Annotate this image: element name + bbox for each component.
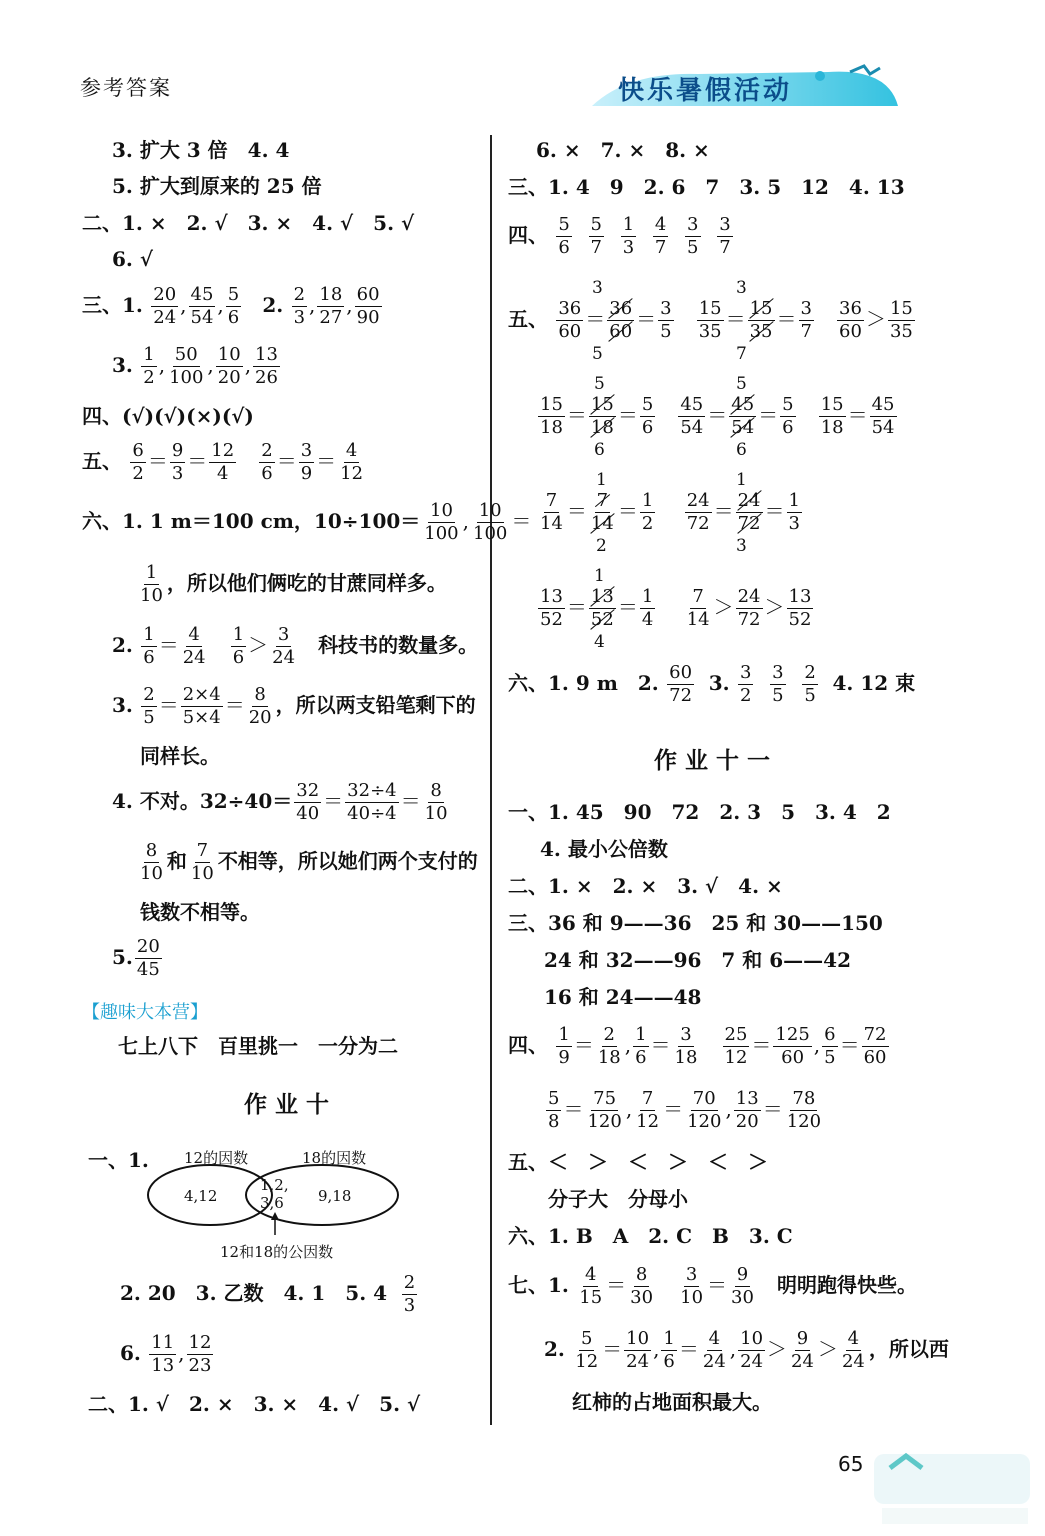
- answer-page: 参考答案 快乐暑假活动 3. 扩大 3 倍 4. 4 5. 扩大到原来的 25 倍 二、1. × 2. √ 3. × 4. √ 5. √ 6. √ 三、1. $\frac{20}{24}$ , $\frac{45}{54}$ , $\frac{5}{6}$ 2. $\frac{2}{3}$ , $\frac{18}{27}$ , $\frac{60}{90}$ 3. $\frac{1}{2}$ , $\frac{50}{100}$ , $\frac{10}{20}$ , $\frac{13}{26}$ 四、(√)(√)(×)(√) 五、 $\frac{6}{2}$ ＝ $\frac{9}{3}$ ＝ $\frac{12}{4}$ $\frac{2}{6}$ ＝ $\frac{3}{9}$ ＝ $\frac{4}{12}$ 六、1. 1 m＝100 cm，10÷100＝ $\frac{10}{100}$ , $\frac{10}{100}$ ＝ $\frac{1}{10}$ ，所以他们俩吃的甘蔗同样多。 2. $\frac{1}{6}$ ＝ $\frac{4}{24}$ $\frac{1}{6}$ ＞ $\frac{3}{24}$ 科技书的数量多。 3. $\frac{2}{5}$ ＝ $\frac{2\times 4}{5\times 4}$ ＝ $\frac{8}{20}$ ，所以两支铅笔剩下的 同样长。 4. 不对。32÷40＝ $\frac{32}{40}$ ＝ $\frac{32\div 4}{40\div 4}$ ＝ $\frac{8}{10}$ $\frac{8}{10}$ 和 $\frac{7}{10}$ 不相等，所以她们两个支付的 钱数不相等。 5. $\frac{20}{45}$ 【趣味大本营】 七上八下 百里挑一 一分为二 作业十 一、1. 12的因数 18的因数 4,12 1,2, 3,6 9,18 12和18的公因数 2. 20 3. 乙数 4. 1 5. 4 $\frac{2}{3}$ 6. $\frac{11}{13}$ , $\frac{12}{23}$ 二、1. √ 2. × 3. × 4. √ 5. √ 6. × 7. × 8. × 三、1. 4 9 2. 6 7 3. 5 12 4. 13 四、 $\frac{5}{6}$ $\frac{5}{7}$ $\frac{1}{3}$ $\frac{4}{7}$ $\frac{3}{5}$ $\frac{3}{7}$ 五、 $\frac{36}{60}$ ＝ $\frac{36}{60}$ ＝ $\frac{3}{5}$ $\frac{15}{35}$ ＝ $\frac{15}{35}$ ＝ $\frac{3}{7}$ $\frac{36}{60}$ ＞ $\frac{15}{35}$ 3 5 3 7 $\frac{15}{18}$ ＝ $\frac{15}{18}$ ＝ $\frac{5}{6}$ $\frac{45}{54}$ ＝ $\frac{45}{54}$ ＝ $\frac{5}{6}$ $\frac{15}{18}$ ＝ $\frac{45}{54}$ 5 6 5 6 $\frac{7}{14}$ ＝ $\frac{7}{14}$ ＝ $\frac{1}{2}$ $\frac{24}{72}$ ＝ $\frac{24}{72}$ ＝ $\frac{1}{3}$ 1 2 1 3 $\frac{13}{52}$ ＝ $\frac{13}{52}$ ＝ $\frac{1}{4}$ $\frac{7}{14}$ ＞ $\frac{24}{72}$ ＞ $\frac{13}{52}$ 1 4 六、1. 9 m 2. $\frac{60}{72}$ 3. $\frac{3}{2}$ $\frac{3}{5}$ $\frac{2}{5}$ 4. 12 束 作业十一 一、1. 45 90 72 2. 3 5 3. 4 2 4. 最小公倍数 二、1. × 2. × 3. √ 4. × 三、36 和 9——36 25 和 30——150 24 和 32——96 7 和 6——42 16 和 24——48 四、 $\frac{1}{9}$ ＝ $\frac{2}{18}$ , $\frac{1}{6}$ ＝ $\frac{3}{18}$ $\frac{25}{12}$ ＝ $\frac{125}{60}$ , $\frac{6}{5}$ ＝ $\frac{72}{60}$ $\frac{5}{8}$ ＝ $\frac{75}{120}$ , $\frac{7}{12}$ ＝ $\frac{70}{120}$ , $\frac{13}{20}$ ＝ $\frac{78}{120}$ 五、＜ ＞ ＜ ＞ ＜ ＞ 分子大 分母小 六、1. B A 2. C B 3. C 七、1. $\frac{4}{15}$ ＝ $\frac{8}{30}$ $\frac{3}{10}$ ＝ $\frac{9}{30}$ 明明跑得快些。 2. $\frac{5}{12}$ ＝ $\frac{10}{24}$ , $\frac{1}{6}$ ＝ $\frac{4}{24}$ , $\frac{10}{24}$ ＞ $\frac{9}{24}$ ＞ $\frac{4}{24}$ ，所以西 红柿的占地面积最大。 65: [0, 0, 1045, 1536]
- answer-line: 4. 最小公倍数: [540, 837, 668, 861]
- venn-left-values: 4,12: [184, 1187, 218, 1205]
- answer-line-fractions: 2. 20 3. 乙数 4. 1 5. 4 $\frac{2}{3}$: [120, 1272, 416, 1316]
- answer-line: 红柿的占地面积最大。: [572, 1390, 772, 1414]
- answer-line: 二、1. √ 2. × 3. × 4. √ 5. √: [88, 1392, 421, 1416]
- answer-line: 五、＜ ＞ ＜ ＞ ＜ ＞: [508, 1150, 768, 1174]
- answer-line-fractions: 3. $\frac{1}{2}$ , $\frac{50}{100}$ , $\frac{10}{20}$ , $\frac{13}{26}$: [112, 344, 278, 388]
- venn-right-label: 18的因数: [302, 1149, 367, 1167]
- answer-line-fractions: 三、1. $\frac{20}{24}$ , $\frac{45}{54}$ , $\frac{5}{6}$ 2. $\frac{2}{3}$ , $\frac{18}{27}$ , $\frac{60}{90}$: [82, 284, 380, 328]
- answer-line-fractions: 七、1. $\frac{4}{15}$ ＝ $\frac{8}{30}$ $\frac{3}{10}$ ＝ $\frac{9}{30}$ 明明跑得快些。: [508, 1264, 918, 1308]
- answer-line: 同样长。: [140, 744, 220, 768]
- answer-line: 分子大 分母小: [548, 1187, 688, 1211]
- venn-right-values: 9,18: [318, 1187, 352, 1205]
- answer-line: 二、1. × 2. × 3. √ 4. ×: [508, 874, 783, 898]
- header-left-label: 参考答案: [80, 76, 172, 100]
- answer-line: 三、1. 4 9 2. 6 7 3. 5 12 4. 13: [508, 175, 905, 199]
- answer-line-fractions: 3. $\frac{2}{5}$ ＝ $\frac{2\times 4}{5\times 4}$ ＝ $\frac{8}{20}$ ，所以两支铅笔剩下的: [112, 684, 476, 728]
- banner-title: 快乐暑假活动: [618, 76, 793, 106]
- answer-line: 3. 扩大 3 倍 4. 4: [112, 138, 290, 162]
- answer-line-fractions: 六、1. 1 m＝100 cm，10÷100＝ $\frac{10}{100}$ , $\frac{10}{100}$ ＝: [82, 500, 532, 544]
- answer-line-fractions: $\frac{7}{14}$ ＝ $\frac{7}{14}$ ＝ $\frac{1}{2}$ $\frac{24}{72}$ ＝ $\frac{24}{72}$ ＝ $\frac{1}{3}$: [540, 490, 800, 534]
- answer-line-fractions: 四、 $\frac{5}{6}$ $\frac{5}{7}$ $\frac{1}{3}$ $\frac{4}{7}$ $\frac{3}{5}$ $\frac{3}{7}$: [508, 214, 731, 258]
- answer-line-fractions: 五、 $\frac{6}{2}$ ＝ $\frac{9}{3}$ ＝ $\frac{12}{4}$ $\frac{2}{6}$ ＝ $\frac{3}{9}$ ＝ $\frac{4}{12}$: [82, 440, 364, 484]
- idiom-answers: 七上八下 百里挑一 一分为二: [118, 1034, 398, 1058]
- answer-line-fractions: 五、 $\frac{36}{60}$ ＝ $\frac{36}{60}$ ＝ $\frac{3}{5}$ $\frac{15}{35}$ ＝ $\frac{15}{35}$ ＝ $\frac{3}{7}$ $\frac{36}{60}$ ＞ $\frac{15}{35}$: [508, 298, 913, 342]
- page-number: 65: [838, 1452, 864, 1476]
- section-title-11: 作业十一: [654, 748, 778, 774]
- watermark-logo: [870, 1438, 1035, 1528]
- answer-line-fractions: 2. $\frac{1}{6}$ ＝ $\frac{4}{24}$ $\frac{1}{6}$ ＞ $\frac{3}{24}$ 科技书的数量多。: [112, 624, 479, 668]
- venn-question-number: 一、1.: [88, 1148, 149, 1172]
- venn-left-label: 12的因数: [184, 1149, 249, 1167]
- answer-line-fractions: $\frac{8}{10}$ 和 $\frac{7}{10}$ 不相等，所以她们两个支付的: [140, 840, 478, 884]
- answer-line-fractions: 2. $\frac{5}{12}$ ＝ $\frac{10}{24}$ , $\frac{1}{6}$ ＝ $\frac{4}{24}$ , $\frac{10}{24}$ ＞ $\frac{9}{24}$ ＞ $\frac{4}{24}$ ，所以西: [544, 1328, 949, 1372]
- answer-line: 5. 扩大到原来的 25 倍: [112, 174, 322, 198]
- answer-line: 四、(√)(√)(×)(√): [82, 404, 254, 428]
- answer-line: 钱数不相等。: [140, 900, 260, 924]
- answer-line-fractions: 5. $\frac{20}{45}$: [112, 936, 160, 980]
- answer-line-fractions: 六、1. 9 m 2. $\frac{60}{72}$ 3. $\frac{3}{2}$ $\frac{3}{5}$ $\frac{2}{5}$ 4. 12 束: [508, 662, 916, 706]
- venn-bottom-label: 12和18的公因数: [220, 1243, 334, 1261]
- answer-line-fractions: 4. 不对。32÷40＝ $\frac{32}{40}$ ＝ $\frac{32\div 4}{40\div 4}$ ＝ $\frac{8}{10}$: [112, 780, 448, 824]
- column-divider: [490, 135, 492, 1425]
- venn-middle-values-2: 3,6: [260, 1194, 284, 1212]
- answer-line-fractions: $\frac{5}{8}$ ＝ $\frac{75}{120}$ , $\frac{7}{12}$ ＝ $\frac{70}{120}$ , $\frac{13}{20}$ ＝ $\frac{78}{120}$: [548, 1088, 822, 1132]
- answer-line: 一、1. 45 90 72 2. 3 5 3. 4 2: [508, 800, 891, 824]
- section-title-10: 作业十: [244, 1092, 337, 1118]
- answer-line-fractions: $\frac{13}{52}$ ＝ $\frac{13}{52}$ ＝ $\frac{1}{4}$ $\frac{7}{14}$ ＞ $\frac{24}{72}$ ＞ $\frac{13}{52}$: [540, 586, 812, 630]
- answer-line: 6. × 7. × 8. ×: [536, 138, 710, 162]
- answer-line-fractions: 6. $\frac{11}{13}$ , $\frac{12}{23}$: [120, 1332, 212, 1376]
- answer-line: 二、1. × 2. √ 3. × 4. √ 5. √: [82, 211, 415, 235]
- answer-line: 24 和 32——96 7 和 6——42: [544, 948, 852, 972]
- fun-section-label: 【趣味大本营】: [82, 1002, 208, 1023]
- answer-line: 六、1. B A 2. C B 3. C: [508, 1224, 793, 1248]
- answer-line-fractions: $\frac{15}{18}$ ＝ $\frac{15}{18}$ ＝ $\frac{5}{6}$ $\frac{45}{54}$ ＝ $\frac{45}{54}$ ＝ $\frac{5}{6}$ $\frac{15}{18}$ ＝ $\frac{45}{54}$: [540, 394, 895, 438]
- answer-line: 6. √: [112, 247, 153, 271]
- venn-middle-values-1: 1,2,: [260, 1176, 289, 1194]
- answer-line: 三、36 和 9——36 25 和 30——150: [508, 911, 883, 935]
- answer-line-fractions: 四、 $\frac{1}{9}$ ＝ $\frac{2}{18}$ , $\frac{1}{6}$ ＝ $\frac{3}{18}$ $\frac{25}{12}$ ＝ $\frac{125}{60}$ , $\frac{6}{5}$ ＝ $\frac{72}{60}$: [508, 1024, 887, 1068]
- answer-line-fractions: $\frac{1}{10}$ ，所以他们俩吃的甘蔗同样多。: [140, 562, 447, 606]
- answer-line: 16 和 24——48: [544, 985, 702, 1009]
